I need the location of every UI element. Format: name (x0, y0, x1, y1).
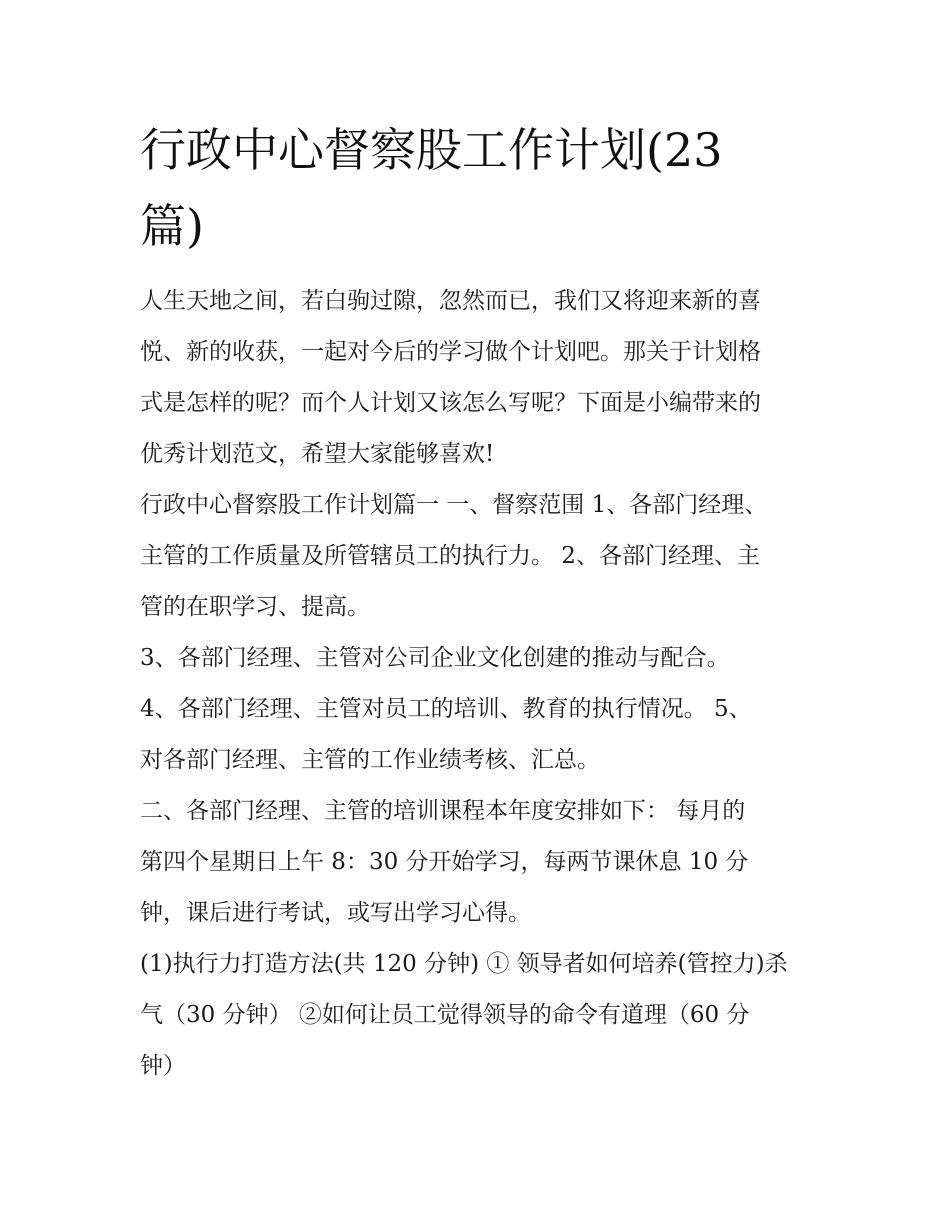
title-line: 篇) (140, 199, 204, 253)
body-line: 管的在职学习、提高。 (140, 594, 370, 620)
body-line: 对各部门经理、主管的工作业绩考核、汇总。 (140, 747, 600, 773)
body-line: 3、各部门经理、主管对公司企业文化创建的推动与配合。 (140, 645, 730, 671)
body-line: 行政中心督察股工作计划篇一 一、督察范围 1、各部门经理、 (140, 492, 768, 518)
body-line: 悦、新的收获，一起对今后的学习做个计划吧。那关于计划格 (140, 339, 761, 365)
body-line: 人生天地之间，若白驹过隙，忽然而已，我们又将迎来新的喜 (140, 288, 761, 314)
body-line: 4、各部门经理、主管对员工的培训、教育的执行情况。 5、 (140, 696, 752, 722)
body-line: 钟） (140, 1053, 186, 1079)
body-line: 第四个星期日上午 8：30 分开始学习，每两节课休息 10 分 (140, 849, 749, 875)
body-line: 优秀计划范文，希望大家能够喜欢! (140, 441, 495, 467)
document-body (140, 276, 830, 1092)
body-line: 钟，课后进行考试，或写出学习心得。 (140, 900, 531, 926)
body-line: 二、各部门经理、主管的培训课程本年度安排如下： 每月的 (140, 798, 746, 824)
body-line: (1)执行力打造方法(共 120 分钟) ① 领导者如何培养(管控力)杀 (140, 951, 788, 977)
body-line: 气（30 分钟） ②如何让员工觉得领导的命令有道理（60 分 (140, 1002, 750, 1028)
body-line: 主管的工作质量及所管辖员工的执行力。 2、各部门经理、主 (140, 543, 760, 569)
document-title (140, 112, 820, 264)
title-line: 行政中心督察股工作计划(23 (140, 123, 723, 177)
body-line: 式是怎样的呢？而个人计划又该怎么写呢？下面是小编带来的 (140, 390, 761, 416)
